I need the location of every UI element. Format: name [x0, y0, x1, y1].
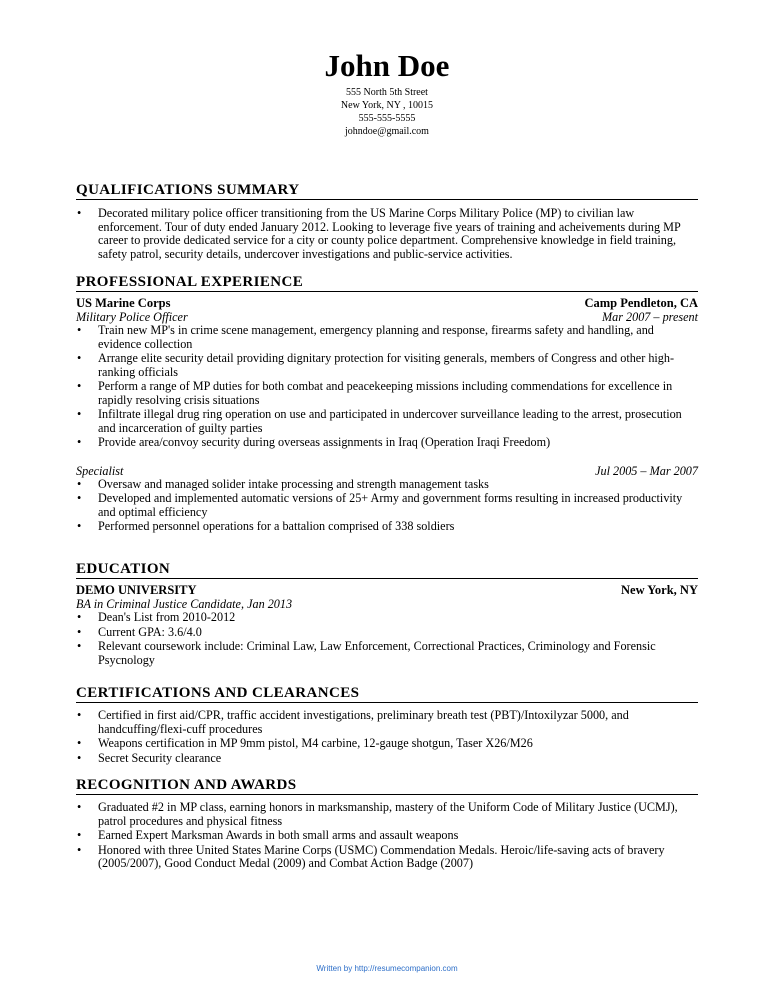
list-item: • Developed and implemented automatic versions of 25+ Army and government forms resulting in increased productivity and optimal efficiency — [77, 491, 683, 519]
employer-location: Camp Pendleton, CA — [584, 296, 698, 310]
education-bullets — [76, 611, 698, 667]
list-item: • Arrange elite security detail providing dignitary protection for visiting generals, members of Congress and other high-ranking officials — [77, 351, 675, 379]
list-item: • Dean's List from 2010-2012 — [77, 610, 236, 624]
list-item: • Infiltrate illegal drug ring operation on use and participated in undercover surveillance leading to the arrest, prosecution and incarceration of guilty parties — [77, 407, 682, 435]
degree-title: BA in Criminal Justice Candidate, Jan 2013 — [76, 597, 293, 611]
awards-list — [76, 801, 698, 871]
qualifications-section — [76, 182, 698, 261]
list-item: • Current GPA: 3.6/4.0 — [77, 624, 202, 639]
list-item: • Perform a range of MP duties for both combat and peacekeeping missions including commendations for excellence in rapidly resolving crisis situations — [77, 379, 673, 407]
school-name: DEMO UNIVERSITY — [76, 583, 197, 597]
list-item: • Certified in first aid/CPR, traffic accident investigations, preliminary breath test (PBT)/Intoxilyzar 5000, and handcuffing/flexi-cuff procedures — [77, 708, 629, 736]
school-location: New York, NY — [621, 583, 698, 597]
contact-city: New York, NY , 10015 — [340, 100, 434, 111]
contact-street: 555 North 5th Street — [346, 87, 428, 98]
list-item: • Graduated #2 in MP class, earning honors in marksmanship, mastery of the Uniform Code of Military Justice (UCMJ), patrol procedures and physical fitness — [77, 800, 678, 828]
qualifications-list — [76, 207, 698, 261]
list-item: • Weapons certification in MP 9mm pistol, M4 carbine, 12-gauge shotgun, Taser X26/M26 — [77, 736, 533, 750]
role-bullets — [76, 478, 698, 534]
role-row — [76, 310, 698, 324]
certifications-list — [76, 709, 698, 765]
awards-section — [76, 777, 698, 871]
role-dates: Jul 2005 – Mar 2007 — [595, 463, 698, 478]
list-item: • Performed personnel operations for a battalion comprised of 338 soldiers — [77, 519, 455, 533]
candidate-name: John Doe — [324, 48, 450, 83]
certifications-section — [76, 685, 698, 765]
section-title-awards: RECOGNITION AND AWARDS — [76, 777, 698, 795]
role-title: Specialist — [76, 463, 124, 478]
list-item: • Provide area/convoy security during overseas assignments in Iraq (Operation Iraqi Freedom) — [77, 435, 551, 449]
experience-section — [76, 274, 698, 534]
role-title: Military Police Officer — [76, 310, 188, 324]
list-item: • Earned Expert Marksman Awards in both small arms and assault weapons — [77, 828, 459, 842]
contact-phone: 555-555-5555 — [358, 113, 416, 124]
role-bullets — [76, 324, 698, 450]
section-title-certifications: CERTIFICATIONS AND CLEARANCES — [76, 685, 698, 703]
section-title-education: EDUCATION — [76, 561, 698, 579]
list-item: • Secret Security clearance — [77, 750, 222, 765]
list-item: • Train new MP's in crime scene management, emergency planning and response, firearms safety and handling, and evidence collection — [77, 323, 654, 351]
list-item: • Relevant coursework include: Criminal Law, Law Enforcement, Correctional Practices, Criminology and Forensic Psycnology — [77, 639, 656, 667]
employer-row — [76, 296, 698, 310]
school-row — [76, 583, 698, 597]
role-row — [76, 464, 698, 478]
contact-email: johndoe@gmail.com — [345, 126, 429, 137]
section-title-qualifications: QUALIFICATIONS SUMMARY — [76, 182, 698, 200]
education-section — [76, 561, 698, 667]
list-item: • Oversaw and managed solider intake processing and strength management tasks — [77, 476, 489, 491]
degree-row — [76, 597, 698, 611]
section-title-experience: PROFESSIONAL EXPERIENCE — [76, 274, 698, 292]
employer-name: US Marine Corps — [76, 296, 171, 310]
footer-credit: Written by http://resumecompanion.com — [316, 964, 458, 973]
role-dates: Mar 2007 – present — [601, 310, 698, 324]
list-item: • Decorated military police officer transitioning from the US Marine Corps Military Police (MP) to civilian law enforcement. Tour of duty ended January 2012. Looking to leverage five years of training and acheivements during MP career to provide dedicated service for a city or county police department. Comprehensive knowledge in field training, safety patrol, security details, undercover investigations and public-service activities. — [77, 206, 681, 261]
list-item: • Honored with three United States Marine Corps (USMC) Commendation Medals. Heroic/life-saving acts of bravery (2005/2007), Good Conduct Medal (2009) and Combat Action Badge (2007) — [77, 842, 665, 870]
